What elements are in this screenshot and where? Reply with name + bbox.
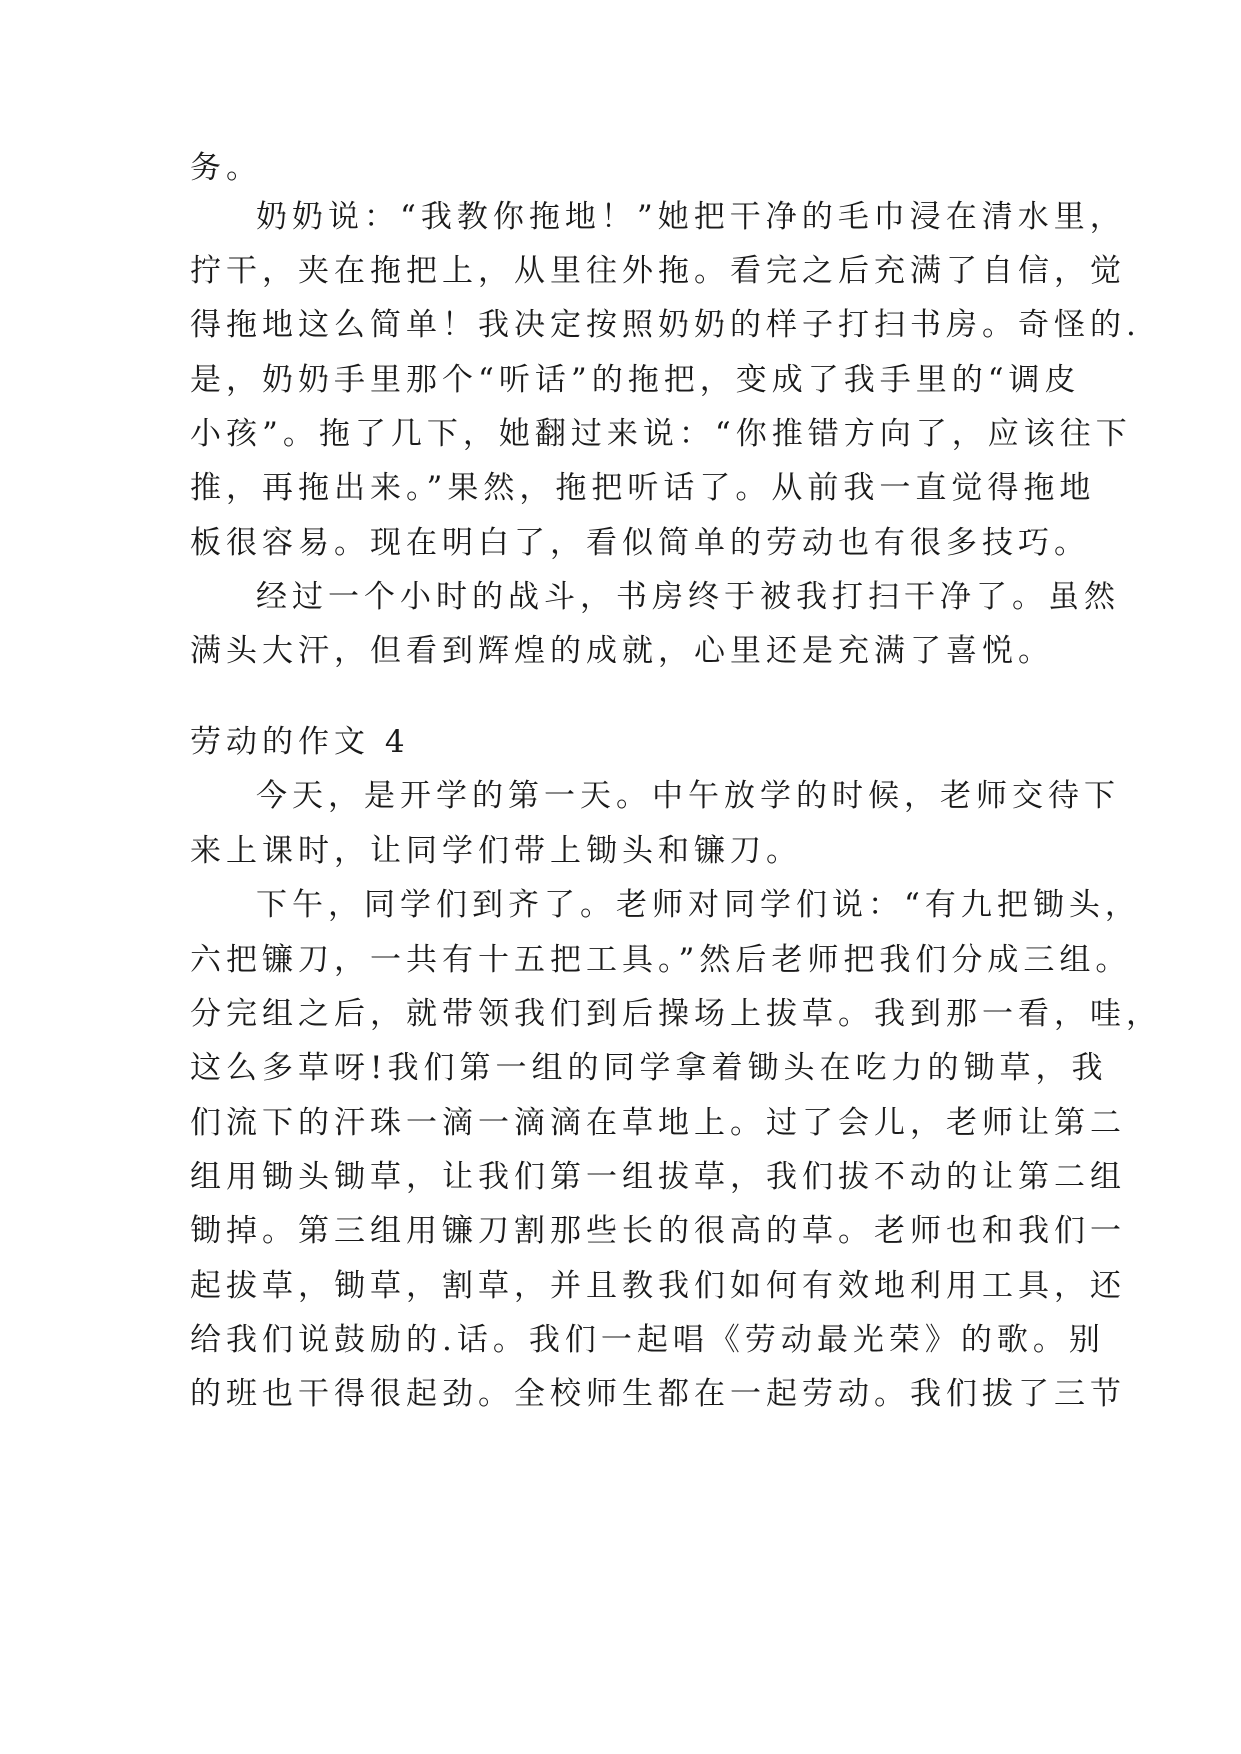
text-line: 下午，同学们到齐了。老师对同学们说：“有九把锄头， xyxy=(256,887,1141,923)
text-line: 得拖地这么简单！我决定按照奶奶的样子打扫书房。奇怪的. xyxy=(190,307,1141,343)
text-line: 板很容易。现在明白了，看似简单的劳动也有很多技巧。 xyxy=(190,525,1090,561)
text-line: 这么多草呀!我们第一组的同学拿着锄头在吃力的锄草，我 xyxy=(190,1050,1108,1086)
text-line: 分完组之后，就带领我们到后操场上拔草。我到那一看，哇， xyxy=(190,996,1162,1032)
text-line: 给我们说鼓励的.话。我们一起唱《劳动最光荣》的歌。别 xyxy=(190,1322,1105,1358)
section-heading: 劳动的作文 4 xyxy=(190,724,410,760)
text-line: 的班也干得很起劲。全校师生都在一起劳动。我们拔了三节 xyxy=(190,1376,1126,1412)
text-line: 拧干，夹在拖把上，从里往外拖。看完之后充满了自信，觉 xyxy=(190,253,1126,289)
text-line: 起拔草，锄草，割草，并且教我们如何有效地利用工具，还 xyxy=(190,1268,1126,1304)
text-line: 务。 xyxy=(190,150,262,186)
text-line: 是，奶奶手里那个“听话”的拖把，变成了我手里的“调皮 xyxy=(190,362,1081,398)
text-line: 满头大汗，但看到辉煌的成就，心里还是充满了喜悦。 xyxy=(190,633,1054,669)
text-line: 六把镰刀，一共有十五把工具。”然后老师把我们分成三组。 xyxy=(190,942,1132,978)
text-line: 来上课时，让同学们带上锄头和镰刀。 xyxy=(190,833,802,869)
text-line: 今天，是开学的第一天。中午放学的时候，老师交待下 xyxy=(256,778,1120,814)
text-line: 经过一个小时的战斗，书房终于被我打扫干净了。虽然 xyxy=(256,579,1120,615)
text-line: 推，再拖出来。”果然，拖把听话了。从前我一直觉得拖地 xyxy=(190,470,1096,506)
text-line: 组用锄头锄草，让我们第一组拔草，我们拔不动的让第二组 xyxy=(190,1159,1126,1195)
text-line: 小孩”。拖了几下，她翻过来说：“你推错方向了，应该往下 xyxy=(190,416,1132,452)
text-line: 锄掉。第三组用镰刀割那些长的很高的草。老师也和我们一 xyxy=(190,1213,1126,1249)
text-line: 们流下的汗珠一滴一滴滴在草地上。过了会儿，老师让第二 xyxy=(190,1105,1126,1141)
text-line: 奶奶说：“我教你拖地！”她把干净的毛巾浸在清水里， xyxy=(256,199,1126,235)
